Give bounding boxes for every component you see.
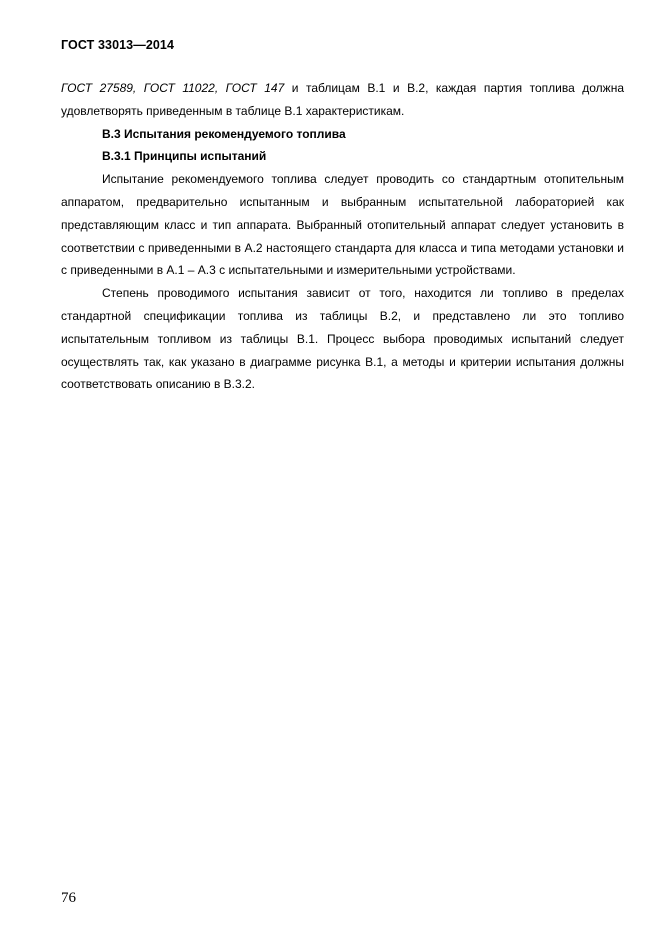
intro-paragraph xyxy=(61,77,624,123)
document-header: ГОСТ 33013—2014 xyxy=(61,38,175,52)
subsection-heading: В.3.1 Принципы испытаний xyxy=(102,149,267,164)
body-paragraph-1: Испытание рекомендуемого топлива следует проводить со стандартным отопительным аппаратом, предварительно испытанным и выбранным испытательной лабораторией как представляющим класс и тип аппарата. Выбранный отопительный аппарат следует установить в соответствии с приведенными в А.2 настоящего стандарта для класса и типа методами установки и с приведенными в А.1 – А.3 с испытательными и измерительными устройствами. xyxy=(61,172,624,278)
standard-references: ГОСТ 27589, ГОСТ 11022, ГОСТ 147 xyxy=(61,81,285,95)
body-paragraph-2: Степень проводимого испытания зависит от того, находится ли топливо в пределах стандартной спецификации топлива из таблицы В.2, и представлено ли это топливо испытательным топливом из таблицы В.1. Процесс выбора проводимых испытаний следует осуществлять так, как указано в диаграмме рисунка В.1, а методы и критерии испытания должны соответствовать описанию в В.3.2. xyxy=(61,286,624,392)
section-heading: В.3 Испытания рекомендуемого топлива xyxy=(102,126,346,141)
intro-text: и таблицам В.1 и В.2, каждая партия топлива должна удовлетворять приведенным в таблице В.1 характеристикам. xyxy=(61,81,624,118)
document-body xyxy=(61,77,624,396)
page-number: 76 xyxy=(61,890,76,906)
